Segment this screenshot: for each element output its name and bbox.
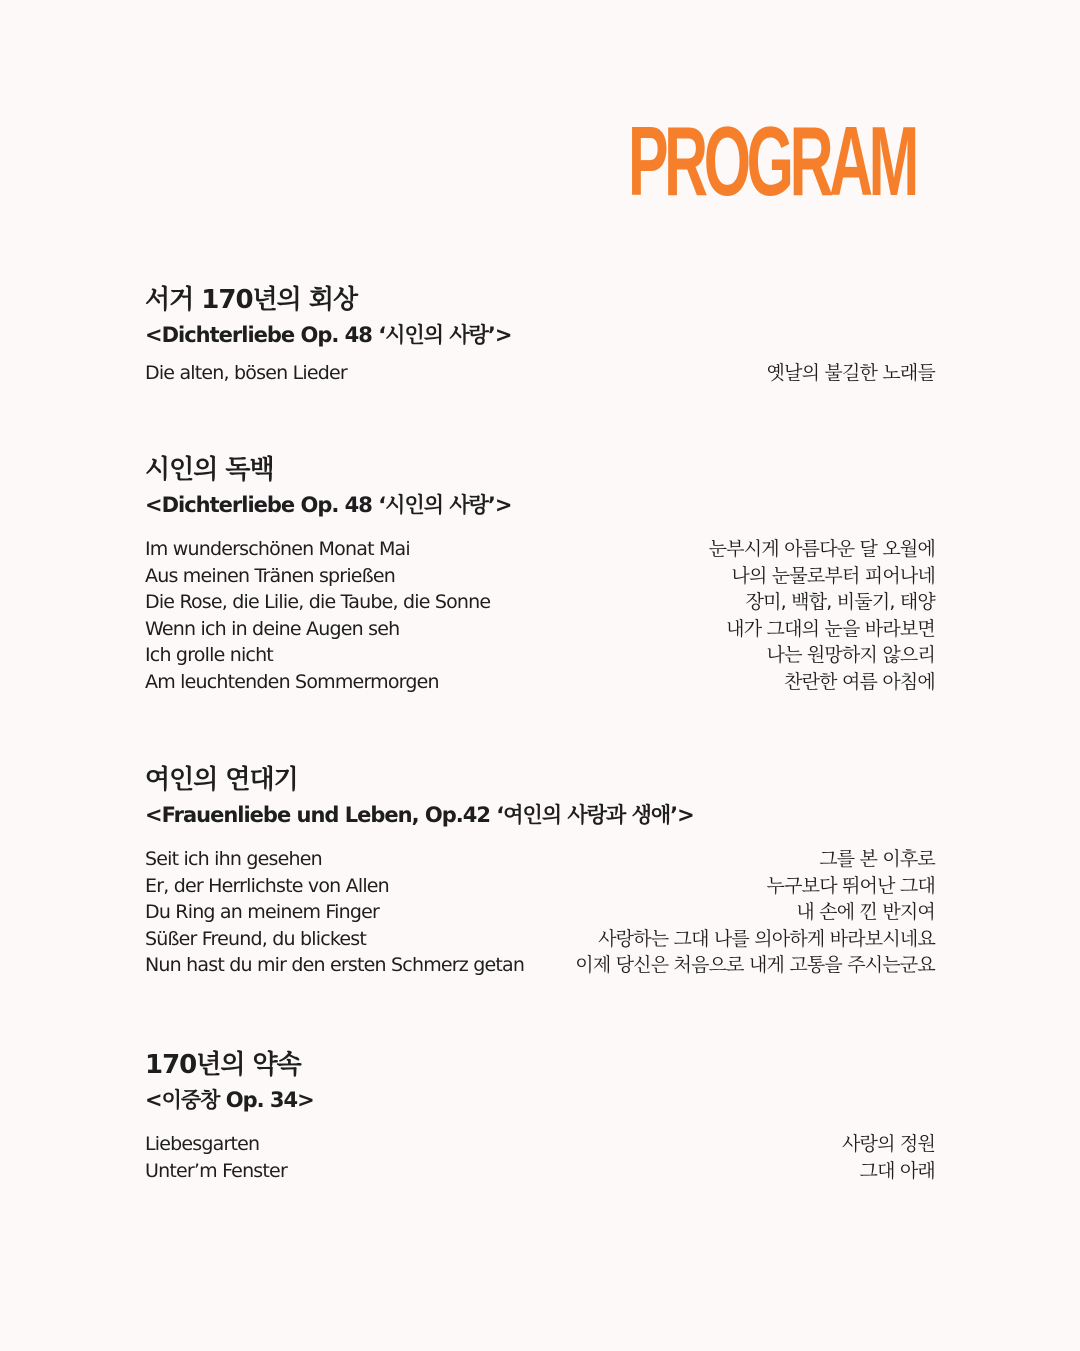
- german-titles: [145, 536, 490, 696]
- german-title: Unter’m Fenster: [145, 1159, 287, 1182]
- german-title: Du Ring an meinem Finger: [145, 901, 380, 924]
- section-title: 170년의 약속: [145, 1050, 301, 1080]
- korean-title: 눈부시게 아름다운 달 오월에: [708, 538, 935, 560]
- program-section-1: [145, 283, 935, 387]
- german-titles: [145, 846, 524, 979]
- program-section-2: [145, 453, 935, 696]
- section-title: 서거 170년의 회상: [145, 285, 358, 315]
- section-subtitle: <Dichterliebe Op. 48 ‘시인의 사랑’>: [145, 323, 512, 347]
- korean-title: 그를 본 이후로: [819, 848, 935, 870]
- german-titles: [145, 360, 347, 387]
- german-title: Er, der Herrlichste von Allen: [145, 874, 389, 897]
- section-title: 여인의 연대기: [145, 765, 298, 795]
- korean-title: 나는 원망하지 않으리: [766, 644, 935, 667]
- korean-title: 누구보다 뛰어난 그대: [766, 874, 935, 897]
- korean-titles: [767, 360, 935, 387]
- german-title: Aus meinen Tränen sprießen: [145, 564, 395, 587]
- section-title: 시인의 독백: [145, 455, 274, 485]
- german-title: Wenn ich in deine Augen seh: [145, 617, 400, 640]
- korean-titles: [709, 536, 935, 696]
- section-subtitle: <Dichterliebe Op. 48 ‘시인의 사랑’>: [145, 493, 512, 517]
- korean-title: 나의 눈물로부터 피어나네: [731, 564, 935, 587]
- german-title: Nun hast du mir den ersten Schmerz getan: [145, 954, 525, 977]
- korean-title: 장미, 백합, 비둘기, 태양: [745, 591, 935, 614]
- german-title: Im wunderschönen Monat Mai: [145, 538, 410, 560]
- german-titles: [145, 1131, 287, 1184]
- german-title: Die alten, bösen Lieder: [145, 362, 347, 384]
- program-title-text: PROGRAM: [628, 106, 915, 216]
- piece-list: [145, 846, 935, 979]
- korean-title: 옛날의 불길한 노래들: [766, 362, 935, 384]
- german-title: Liebesgarten: [145, 1133, 260, 1155]
- german-title: Am leuchtenden Sommermorgen: [145, 670, 439, 693]
- korean-title: 내 손에 낀 반지여: [796, 901, 935, 924]
- piece-list: [145, 536, 935, 696]
- german-title: Süßer Freund, du blickest: [145, 927, 367, 950]
- program-title: [628, 106, 915, 216]
- section-subtitle: <Frauenliebe und Leben, Op.42 ‘여인의 사랑과 생애’>: [145, 803, 694, 827]
- piece-list: [145, 1131, 935, 1184]
- piece-list: [145, 360, 935, 387]
- section-subtitle: <이중창 Op. 34>: [145, 1088, 314, 1112]
- korean-title: 내가 그대의 눈을 바라보면: [726, 617, 935, 640]
- german-title: Seit ich ihn gesehen: [145, 848, 322, 870]
- korean-titles: [842, 1131, 935, 1184]
- program-section-4: [145, 1048, 935, 1184]
- program-section-3: [145, 763, 935, 979]
- korean-title: 찬란한 여름 아침에: [784, 670, 935, 693]
- german-title: Die Rose, die Lilie, die Taube, die Sonne: [145, 591, 491, 614]
- korean-title: 그대 아래: [859, 1159, 935, 1182]
- korean-title: 사랑하는 그대 나를 의아하게 바라보시네요: [598, 927, 935, 950]
- korean-titles: [575, 846, 935, 979]
- korean-title: 사랑의 정원: [841, 1133, 935, 1155]
- korean-title: 이제 당신은 처음으로 내게 고통을 주시는군요: [575, 954, 935, 977]
- german-title: Ich grolle nicht: [145, 644, 273, 667]
